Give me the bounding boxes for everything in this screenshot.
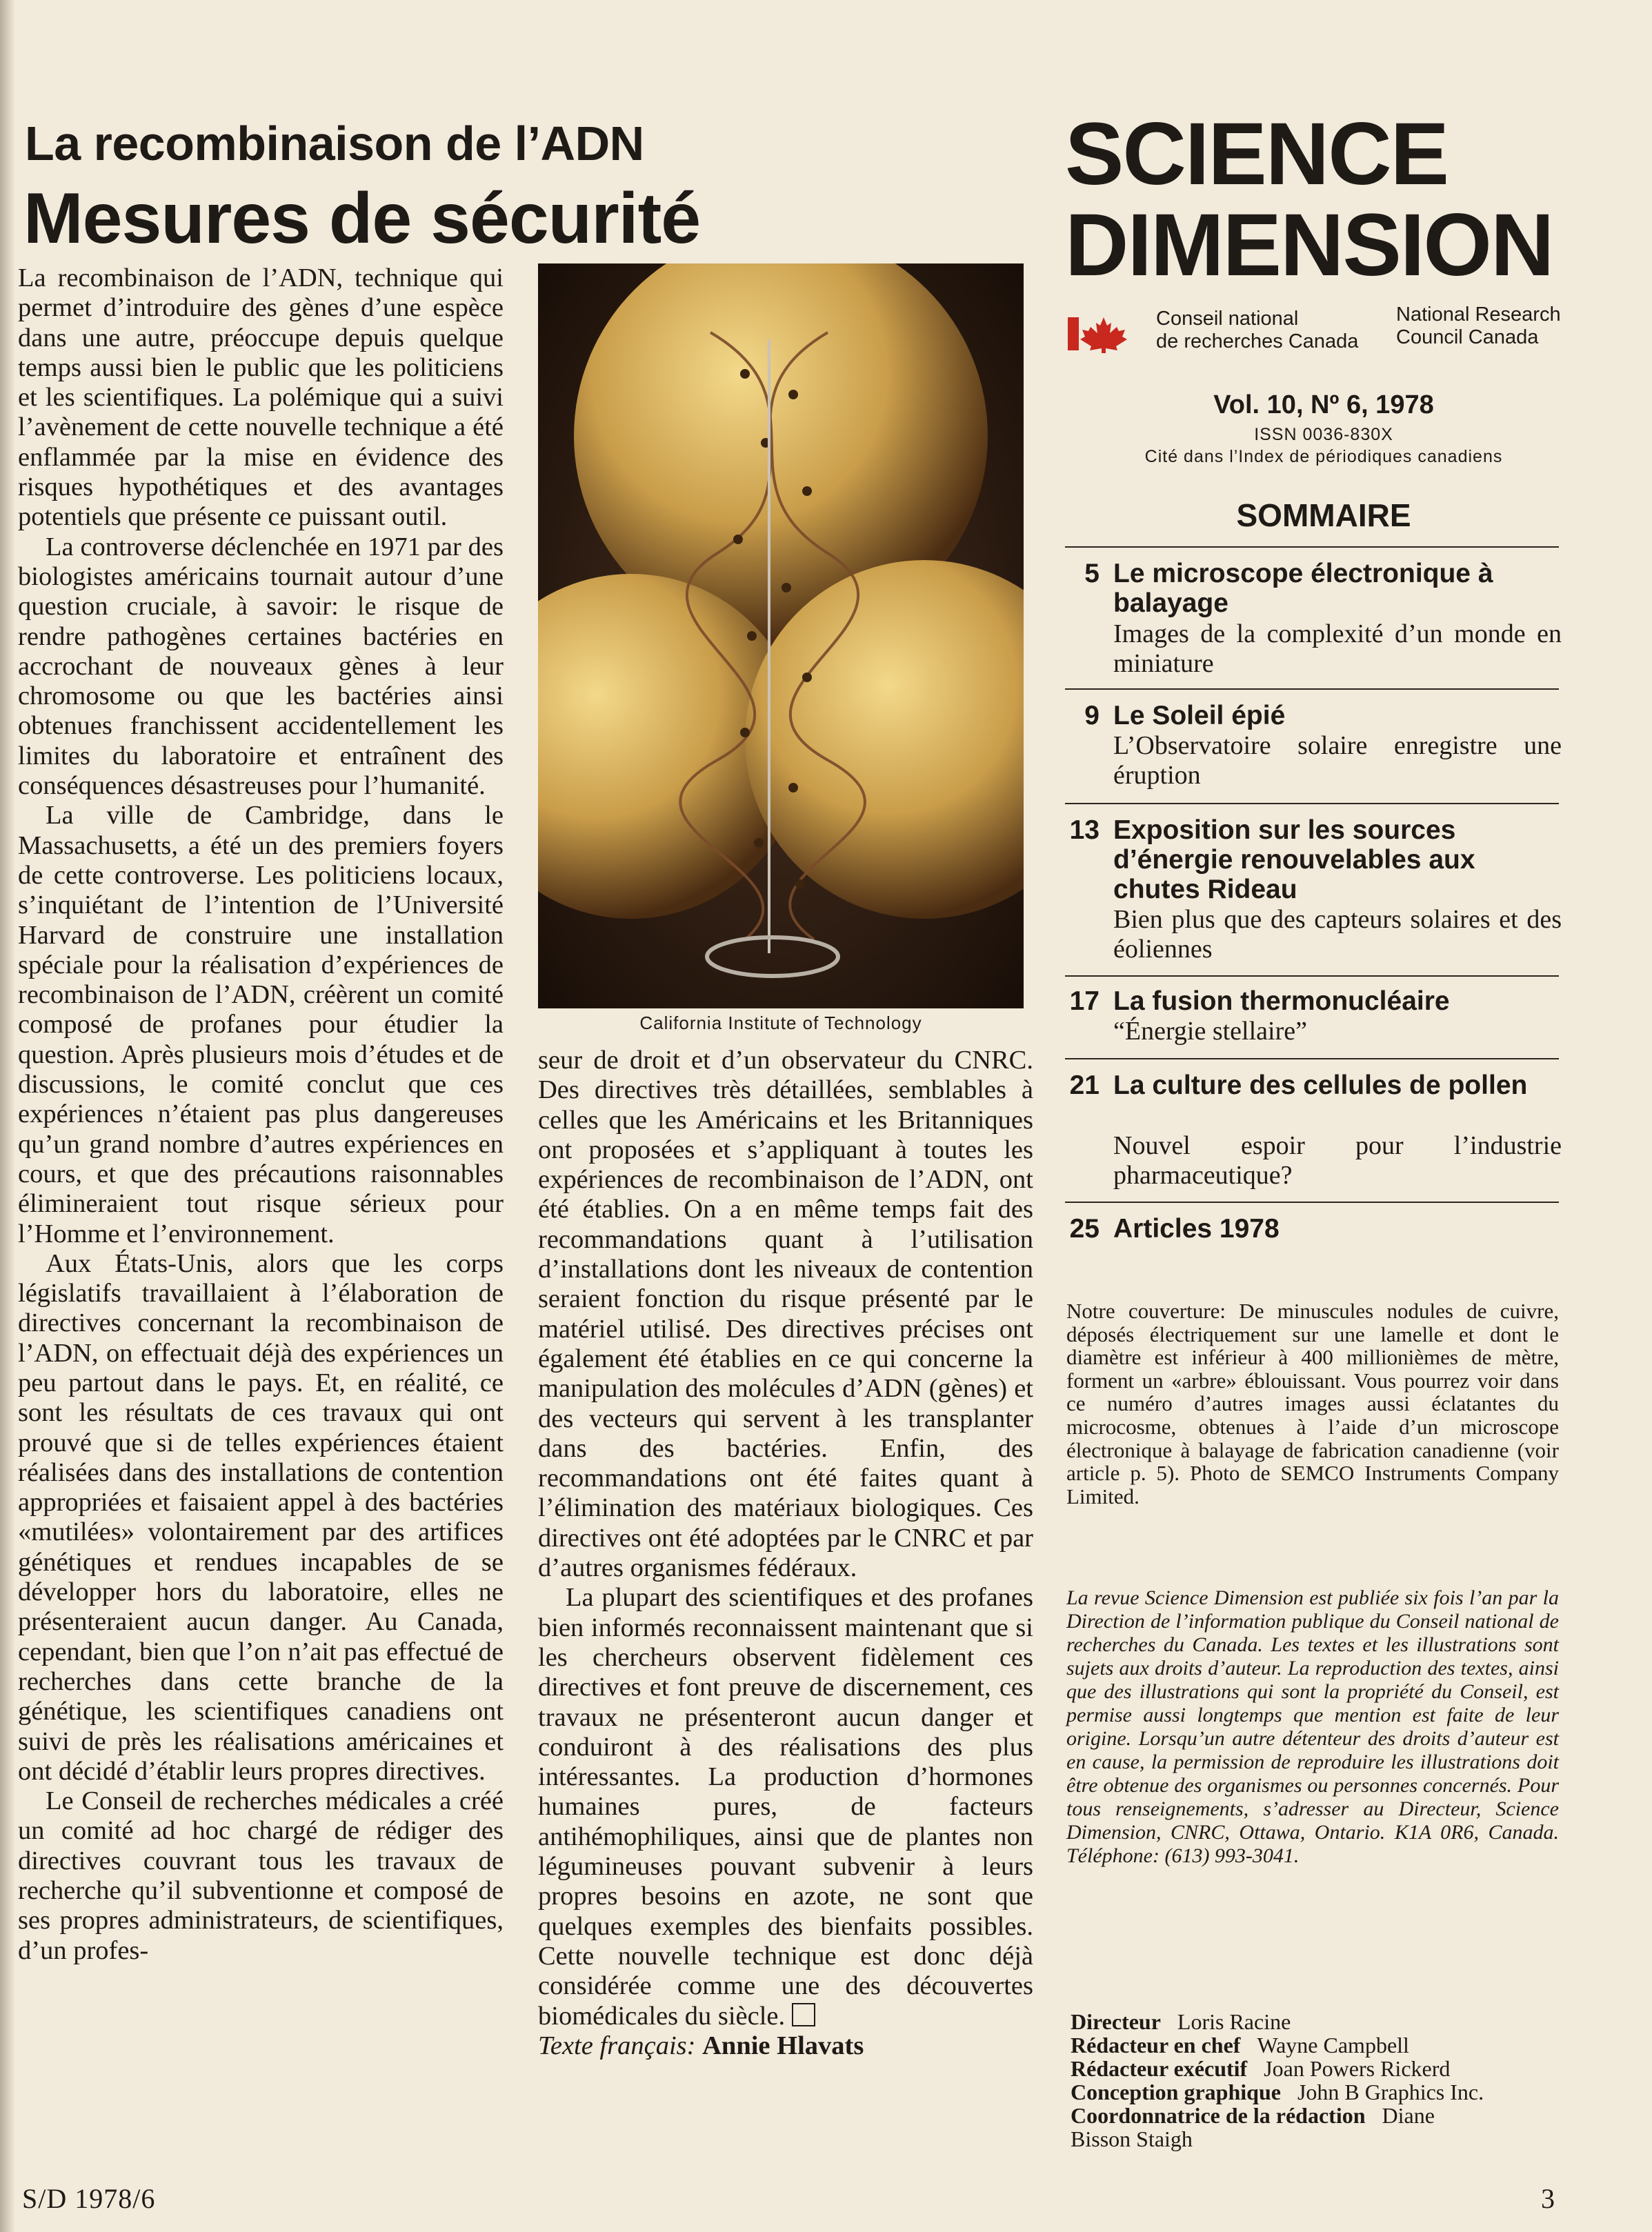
article-headline: Mesures de sécurité (23, 179, 701, 259)
staff-role: Coordonnatrice de la rédaction (1071, 2103, 1366, 2128)
photo-credit: California Institute of Technology (639, 1013, 922, 1033)
contents-divider (1065, 975, 1559, 977)
toc-page-number: 17 (1069, 986, 1099, 1016)
translator-name: Annie Hlavats (702, 2031, 864, 2060)
masthead-dimension: DIMENSION (1065, 196, 1553, 295)
translation-label: Texte français: (538, 2031, 696, 2060)
paragraph: Le Conseil de recherches médicales a créé un comité ad hoc chargé de rédiger des directives couvrant tous les travaux de recherche qu’il subventionne et composé de ses propres administrateurs, de scientifiques, d’un profes- (18, 1786, 504, 1965)
article-kicker: La recombinaison de l’ADN (25, 117, 644, 170)
toc-item-title: Exposition sur les sources d’énergie renouvelables aux chutes Rideau (1113, 815, 1475, 904)
page-gutter-shadow (0, 0, 15, 2232)
cover-description: Notre couverture: De minuscules nodules de cuivre, déposés électriquement sur une lamelle et dont le diamètre est inférieur à 400 millionièmes de mètre, forment un «arbre» éblouissant. Vous pourrez voir dans ce numéro d’autres images aussi éclatantes du microcosme, obtenues à l’aide d’un microscope électronique à balayage de fabrication canadienne (voir article p. 5). Photo de SEMCO Instruments Company Limited. (1066, 1299, 1559, 1508)
agency-name-fr (1156, 308, 1358, 353)
staff-role: Rédacteur exécutif (1071, 2056, 1248, 2081)
paragraph-with-end-mark (538, 1583, 1033, 2031)
staff-name: Diane Bisson Staigh (1071, 2103, 1435, 2151)
staff-role: Rédacteur en chef (1071, 2033, 1241, 2057)
translation-credit (538, 2031, 1033, 2061)
toc-item-title: La culture des cellules de pollen (1113, 1070, 1528, 1100)
paragraph: La recombinaison de l’ADN, technique qui permet d’introduire des gènes d’une espèce dans une autre, préoccupe depuis quelque temps aussi bien le public que les politiciens et les scientifiques. La polémique qui a suivi l’avènement de cette nouvelle technique a été enflammée par la mise en évidence des risques hypothétiques et des avantages potentiels que présente ce puissant outil. (18, 263, 504, 532)
dna-model-illustration (538, 263, 1024, 1008)
toc-page-number: 9 (1084, 701, 1099, 730)
staff-design (1071, 2080, 1484, 2104)
contents-divider (1065, 688, 1559, 690)
index-citation: Cité dans l’Index de périodiques canadiens (1144, 447, 1503, 466)
agency-name-en (1396, 303, 1561, 349)
paragraph: La ville de Cambridge, dans le Massachusetts, a été un des premiers foyers de cette controverse. Les politiciens locaux, s’inquiétant de l’intention de l’Université Harvard de construire une installation spéciale pour la réalisation d’expériences de recombinaison de l’ADN, créèrent un comité composé de profanes pour étudier la question. Après plusieurs mois d’études et de discussions, le comité conclut que ces expériences n’étaient pas plus dangereuses qu’un grand nombre d’autres expériences en cours, et que des précautions raisonnables élimineraient tout risque sérieux pour l’Homme et l’environnement. (18, 801, 504, 1248)
publication-info: La revue Science Dimension est publiée six fois l’an par la Direction de l’information publique du Conseil national de recherches du Canada. Les textes et les illustrations sont sujets aux droits d’auteur. La reproduction des textes, ainsi que des illustrations qui sont la propriété du Conseil, est permise aussi longtemps que mention est faite de leur origine. Lorsqu’un autre détenteur des droits d’auteur est en cause, la permission de reproduire les illustrations doit être obtenue des organismes ou personnes concernés. Pour tous renseignements, s’adresser au Directeur, Science Dimension, CNRC, Ottawa, Ontario. K1A 0R6, Canada. Téléphone: (613) 993-3041. (1066, 1586, 1559, 1867)
contents-divider (1065, 546, 1559, 548)
toc-item-description: Bien plus que des capteurs solaires et des éoliennes (1113, 905, 1562, 964)
contents-divider (1065, 1202, 1559, 1203)
toc-item-title: La fusion thermonucléaire (1113, 986, 1450, 1016)
staff-role: Conception graphique (1071, 2080, 1281, 2104)
agency-en-line-2: Council Canada (1396, 326, 1539, 348)
staff-role: Directeur (1071, 2009, 1161, 2034)
article-column-1 (18, 263, 504, 1966)
toc-page-number: 21 (1069, 1070, 1099, 1100)
article-column-2 (538, 1046, 1033, 2061)
contents-divider (1065, 803, 1559, 804)
toc-page-number: 13 (1069, 815, 1099, 845)
staff-name: Loris Racine (1177, 2009, 1291, 2034)
staff-name: Joan Powers Rickerd (1264, 2056, 1451, 2081)
contents-divider (1065, 1058, 1559, 1059)
staff-name: John B Graphics Inc. (1297, 2080, 1484, 2104)
paragraph: Aux États-Unis, alors que les corps législatifs travaillaient à l’élaboration de directives concernant la recombinaison de l’ADN, on effectuait déjà des expériences un peu partout dans le pays. Et, en réalité, ce sont les résultats de ces travaux qui ont prouvé que si de telles expériences étaient réalisées dans des installations de contention appropriées et faisaient appel à des bactéries «mutilées» volontairement par des artifices génétiques et rendues incapables de se développer hors du laboratoire, elles ne présenteraient aucun danger. Au Canada, cependant, bien que l’on n’ait pas effectué de recherches dans cette branche de la génétique, les scientifiques canadiens ont suivi de près les réalisations américaines et ont décidé d’établir leurs propres directives. (18, 1248, 504, 1786)
agency-en-line-1: National Research (1396, 303, 1561, 326)
masthead-science: SCIENCE (1065, 105, 1448, 203)
staff-coordinator (1071, 2104, 1457, 2151)
agency-fr-line-2: de recherches Canada (1156, 330, 1359, 352)
issue-footer: S/D 1978/6 (22, 2183, 156, 2214)
toc-item-description: L’Observatoire solaire enregistre une éruption (1113, 731, 1562, 790)
paragraph: La controverse déclenchée en 1971 par des biologistes américains tournait autour d’une question cruciale, à savoir: le risque de rendre pathogènes certaines bactéries en accrochant de nouveaux gènes à leur chromosome ou que les bactéries ainsi obtenues franchissent accidentellement les limites du laboratoire et entraînent des conséquences désastreuses pour l’humanité. (18, 532, 504, 801)
issn: ISSN 0036-830X (1254, 425, 1393, 444)
toc-page-number: 5 (1084, 559, 1099, 588)
staff-editor (1071, 2033, 1409, 2057)
toc-item-title: Le microscope électronique à balayage (1113, 559, 1493, 618)
toc-item-title: Le Soleil épié (1113, 701, 1286, 730)
toc-item-title: Articles 1978 (1113, 1214, 1280, 1244)
staff-director (1071, 2010, 1291, 2033)
toc-item-description: Nouvel espoir pour l’industrie pharmaceutique? (1113, 1131, 1562, 1190)
staff-name: Wayne Campbell (1257, 2033, 1409, 2057)
canada-flag-icon (1068, 315, 1130, 353)
toc-page-number: 25 (1069, 1214, 1099, 1244)
contents-heading: SOMMAIRE (1236, 497, 1411, 533)
end-of-article-box-icon (792, 2003, 815, 2026)
volume-issue: Vol. 10, Nº 6, 1978 (1213, 390, 1434, 419)
paragraph-text: La plupart des scientifiques et des profanes bien informés reconnaissent maintenant que si les chercheurs observent fidèlement ces directives et font preuve de discernement, ces travaux ne présenteront aucun danger et conduiront à des réalisations des plus intéressantes. La production d’hormones humaines pures, de facteurs antihémophiliques, ainsi que de plantes non légumineuses pouvant subvenir à leurs propres besoins en azote, ne sont que quelques exemples des bienfaits possibles. Cette nouvelle technique est donc déjà considérée comme une des découvertes biomédicales du siècle. (538, 1583, 1033, 2031)
agency-fr-line-1: Conseil national (1156, 308, 1299, 330)
dna-model-photo (538, 263, 1024, 1008)
page-number: 3 (1541, 2183, 1555, 2214)
staff-executive-editor (1071, 2057, 1450, 2080)
toc-item-description: Images de la complexité d’un monde en miniature (1113, 619, 1562, 678)
toc-item-description: “Énergie stellaire” (1113, 1017, 1307, 1046)
paragraph: seur de droit et d’un observateur du CNRC. Des directives très détaillées, semblables à celles que les Américains et les Britanniques ont proposées et s’appliquant à toutes les expériences de recombinaison de l’ADN, ont été établies. On a en même temps fait des recommandations quant à l’utilisation d’installations dont les niveaux de contention seraient fonction du risque présenté par le matériel utilisé. Des directives précises ont également été établies en ce qui concerne la manipulation des molécules d’ADN (gènes) et des vecteurs qui servent à les transplanter dans des bactéries. Enfin, des recommandations ont été faites quant à l’élimination des matériaux biologiques. Ces directives ont été adoptées par le CNRC et par d’autres organismes fédéraux. (538, 1046, 1033, 1583)
